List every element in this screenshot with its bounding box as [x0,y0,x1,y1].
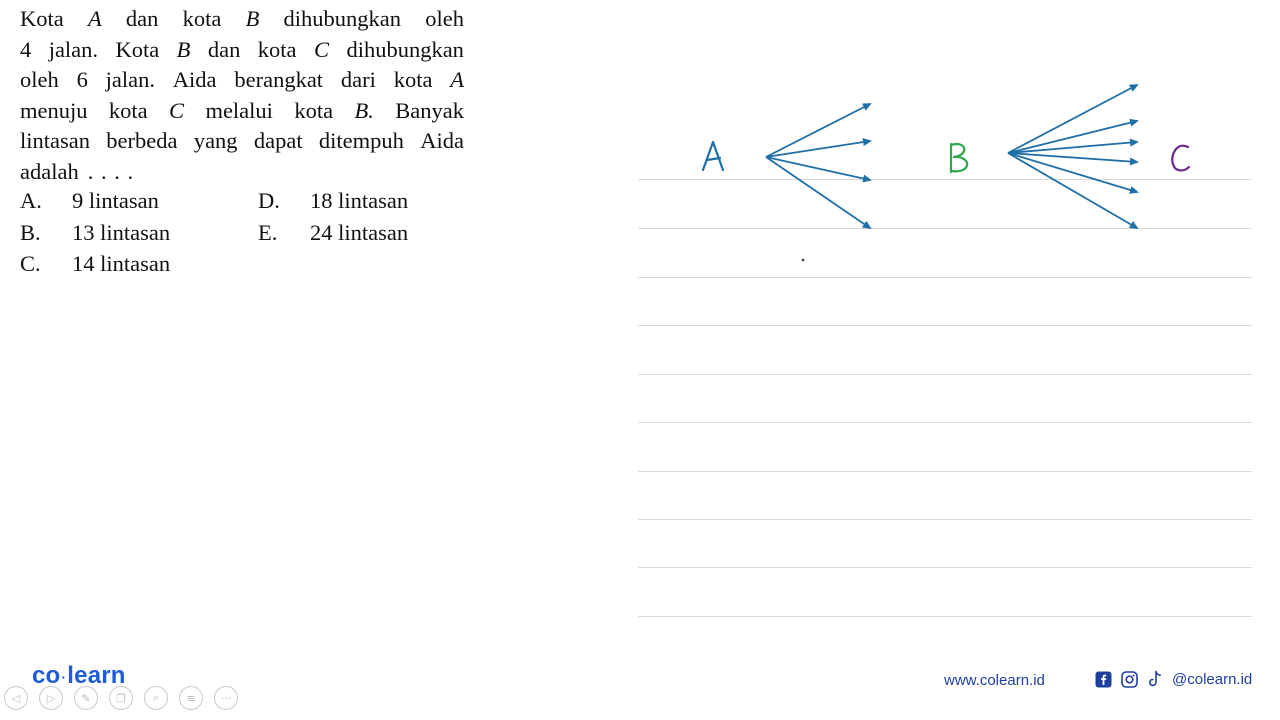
road-bc-5 [1008,153,1137,192]
more-icon[interactable]: ··· [214,686,238,710]
question-line-2: 4 jalan. Kota B dan kota C dihubungkan [20,36,464,62]
tiktok-icon[interactable] [1146,670,1164,688]
option-letter: E. [258,220,278,245]
play-icon[interactable]: ▷ [39,686,63,710]
copy-icon[interactable]: ❐ [109,686,133,710]
question-line-4: menuju kota C melalui kota B. Banyak [20,97,464,123]
brand-left: co [32,662,61,689]
question-line-1: Kota A dan kota B dihubungkan oleh [20,6,464,31]
question-line-5: lintasan berbeda yang dapat ditempuh Aida [20,128,464,153]
question-line-6: adalah . . . . [20,158,135,184]
city-b-text: B [958,168,959,169]
road-bc-6 [1008,153,1137,228]
roads-a-to-b [766,104,870,228]
question-line-3: oleh 6 jalan. Aida berangkat dari kota A [20,67,464,92]
option-text: 13 lintasan [72,220,171,245]
zoom-icon[interactable]: ⌕ [144,686,168,710]
option-text: 18 lintasan [310,188,409,213]
city-b-label [951,144,967,172]
social-handle[interactable]: @colearn.id [1172,670,1253,688]
stray-dot [802,259,805,262]
option-letter: D. [258,188,280,213]
brand-dot: · [61,668,67,685]
player-controls [4,686,238,710]
city-c-text: C [1180,168,1181,169]
option-text: 24 lintasan [310,220,409,245]
city-c-label [1172,146,1189,171]
instagram-icon[interactable] [1120,670,1138,688]
option-text: 14 lintasan [72,251,171,276]
road-bc-4 [1008,153,1137,162]
pen-icon[interactable]: ✎ [74,686,98,710]
option-letter: C. [20,251,41,276]
option-text: 9 lintasan [72,188,159,213]
city-a-text: A [713,168,714,169]
website-url[interactable]: www.colearn.id [944,672,1045,689]
brand-right: learn [67,662,126,689]
city-a-label [703,142,723,170]
notes-icon[interactable]: ≡ [179,686,203,710]
facebook-icon[interactable] [1094,670,1112,688]
previous-icon[interactable]: ◁ [4,686,28,710]
option-letter: A. [20,188,42,213]
social-links [1094,670,1252,688]
option-letter: B. [20,220,41,245]
roads-b-to-c [1008,85,1137,228]
